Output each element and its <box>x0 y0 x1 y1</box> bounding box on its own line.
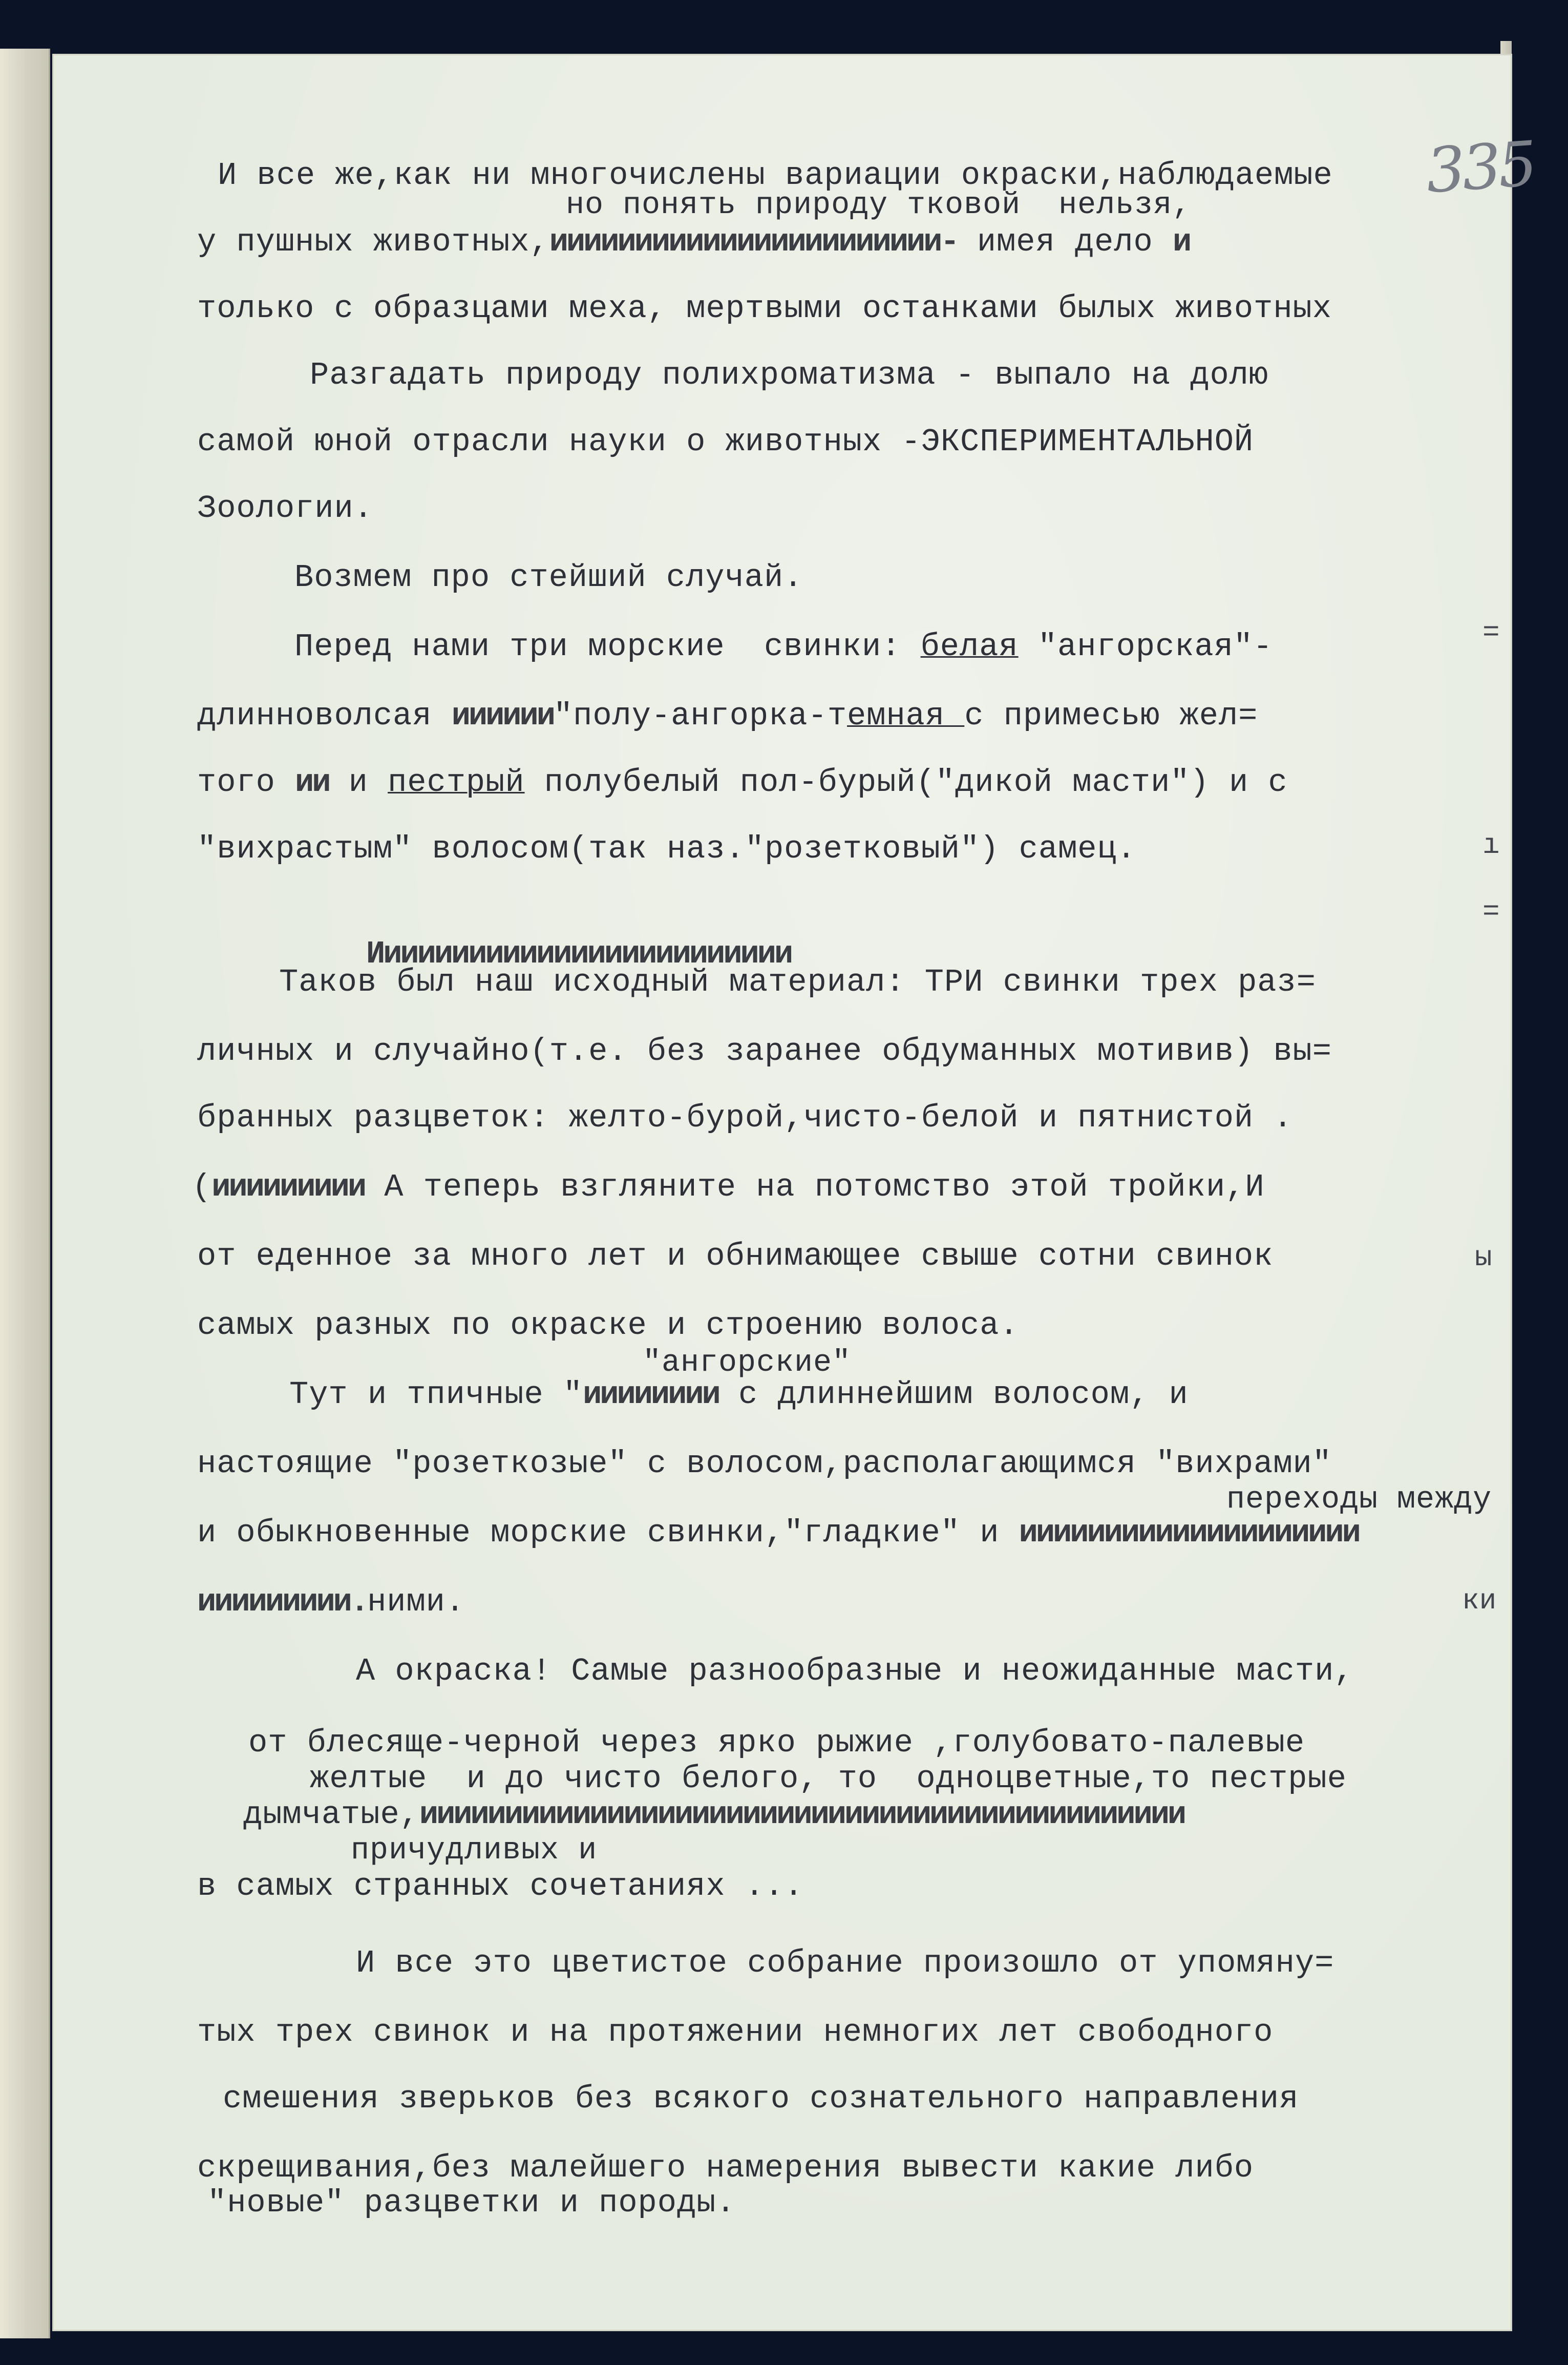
inserted-line-1: но понять природу тковой нельзя, <box>566 188 1192 223</box>
line-18: Тут и тпичные "ииииииии с длиннейшим волосом, и <box>289 1376 1189 1413</box>
line-8: Перед нами три морские свинки: белая "ангорская"- <box>294 629 1273 665</box>
line-16: от еденное за много лет и обнимающее свыше сотни свинок <box>197 1238 1274 1274</box>
line-31: "новые" разцветки и породы. <box>207 2185 736 2221</box>
inserted-line-4: причудливых и <box>351 1833 598 1868</box>
struck-text: ииииииии <box>583 1376 719 1413</box>
line-10: того ии и пестрый полубелый пол-бурый("дикой масти") и с <box>197 764 1288 801</box>
inserted-line-2: "ангорские" <box>643 1346 852 1380</box>
line-3: только с образцами меха, мертвыми останками былых животных <box>197 290 1332 327</box>
line-21: иииииииии.ними. <box>197 1584 465 1620</box>
margin-mark: ı <box>1482 829 1500 862</box>
line-25: дымчатые,иииииииииииииииииииииииииииииииииииииииииииии <box>243 1796 1185 1833</box>
struck-text: иииииииии <box>211 1169 365 1205</box>
line-5: самой юной отрасли науки о животных -ЭКСПЕРИМЕНТАЛЬНОЙ <box>197 424 1254 460</box>
line-24: желтые и до чисто белого, то одноцветные,то пестрые <box>310 1761 1347 1797</box>
margin-mark: = <box>1482 616 1500 649</box>
line-26: в самых странных сочетаниях ... <box>197 1868 804 1904</box>
line-1: И все же,как ни многочислены вариации окраски,наблюдаемые <box>218 157 1333 194</box>
typewritten-page <box>54 55 1537 2330</box>
line-19: настоящие "розеткозые" с волосом,располагающимся "вихрами" <box>197 1446 1332 1482</box>
struck-text: ииииии <box>451 698 554 734</box>
line-11: "вихрастым" волосом(так наз."розеткoвый") самец. <box>197 831 1136 867</box>
struck-line: Иииииииииииииииииииииииии <box>366 936 792 972</box>
line-12: Таков был наш исходный материал: ТРИ свинки трех раз= <box>279 964 1316 1000</box>
inserted-line-3: переходы между <box>1226 1482 1492 1517</box>
struck-text: и <box>1172 224 1190 260</box>
line-17: самых разных по окраске и строению волоса. <box>197 1307 1019 1344</box>
line-2: у пушных животных,иииииииииииииииииииииии- имея дело и <box>197 224 1190 260</box>
struck-text: иииииииииииииииииииииииииииииииииииииииииииии <box>419 1796 1185 1833</box>
struck-text: ии <box>295 764 329 801</box>
line-30: скрещивания,без малейшего намерения вывести какие либо <box>197 2150 1254 2186</box>
line-23: от блесяще-черной через ярко рыжие ,голубовато-палевые <box>248 1725 1305 1761</box>
struck-text: ииииииииииииииииииии <box>1019 1515 1359 1551</box>
margin-mark: = <box>1482 895 1500 928</box>
line-14: бранных разцветок: желто-бурой,чисто-белой и пятнистой . <box>197 1100 1293 1136</box>
binder-edge <box>0 49 50 2338</box>
line-9: длинноволсая ииииии"полу-ангорка-темная с примесью жел= <box>197 698 1258 734</box>
line-29: смешения зверьков без всякого сознательного направления <box>223 2081 1299 2117</box>
line-28: тых трех свинок и на протяжении немногих лет свободного <box>197 2014 1274 2050</box>
struck-text: иииииииииииииииииииииии- <box>549 224 958 260</box>
line-4: Разгадать природу полихроматизма - выпало на долю <box>310 357 1269 393</box>
line-13: личных и случайно(т.е. без заранее обдуманных мотивив) вы= <box>197 1033 1332 1070</box>
struck-text: иииииииии. <box>197 1584 368 1620</box>
line-20: и обыкновенные морские свинки,"гладкие" и ииииииииииииииииииии <box>197 1515 1359 1551</box>
line-22: А окраска! Самые разнообразные и неожиданные масти, <box>356 1653 1354 1689</box>
line-15: (иииииииии А теперь взгляните на потомство этой тройки,И <box>192 1169 1265 1205</box>
margin-mark: ки <box>1462 1584 1497 1617</box>
line-7: Возмем про стейший случай. <box>294 559 803 596</box>
line-6: Зоологии. <box>197 490 373 527</box>
line-27: И все это цветистое собрание произошло от упомяну= <box>356 1945 1334 1981</box>
page-number: 335 <box>1424 128 1537 207</box>
margin-mark: ы <box>1475 1241 1492 1274</box>
